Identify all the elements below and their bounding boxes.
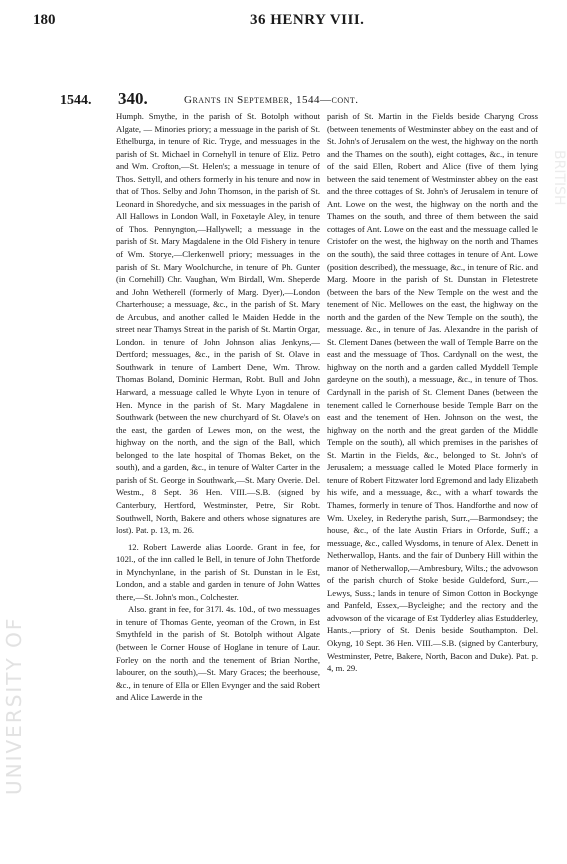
left-column — [116, 110, 320, 704]
library-watermark-right: BRITISH — [551, 150, 567, 206]
entry-year: 1544. — [60, 93, 92, 108]
running-head: 36 HENRY VIII. — [250, 12, 365, 28]
section-heading: Grants in September, 1544—cont. — [184, 94, 359, 106]
right-column — [327, 110, 538, 675]
page-number: 180 — [33, 12, 56, 28]
library-watermark-left: UNIVERSITY OF — [2, 616, 26, 795]
left-paragraph-3: Also. grant in fee, for 317l. 4s. 10d., of two messuages in tenure of Thomas Gente, yeoman of the Crown, in Est Smythfeld in the parish of St. Botolph without Algate (between le Corner House of Hoglane in tenure of Laur. Forley on the north and the tenement of Brian Northe, labourer, on the south),—St. Mary Graces; the beerhouse, &c., in tenure of Ella or Ellen Evynger and the said Robert and Alice Lawerde in the — [116, 604, 320, 703]
left-paragraph-1: Humph. Smythe, in the parish of St. Botolph without Algate, — Minories priory; a messuage in the parish of St. Ethelburga, in tenure of Ric. Tryge, and messuages in the parish of St. Michael in Cornehyll in tenure of Eliz. Petro and Wm. Crofton,—St. Helen's; a messuage in tenure of Thos. Settyll, and others formerly in his tenure and now in that of Thos. Selby and John Thomson, in the parish of St. Leonard in Shoredyche, and six messuages in the parish of All Hallows in London Wall, in Foxetayle Aley, in tenure of Thos. Pennyngton,—Hallywell; a messuage in the parish of St. Mary Magdalene in the Old Fishery in tenure of Wm. Storye,—Clerkenwell priory; messuages in the parish of St. Mary Woolchurche, in tenure of Ph. Gunter (in Cornehill) Chr. Vaughan, Wm Birdall, Wm. Sheperde and John Wetherell (formerly of Marg. Dyer),—London Charterhouse; a messuage, &c., in the parish of St. Mary de Arcubus, and another called le Maiden Hedde in the street near Thamys Streat in the parish of St. Martin Orgar, London. in tenure of John Johnson alias Jenkyns,—Dertford; messuages, &c., in the parish of St. Olave in Southwark in tenure of Lambert Dene, Wm. Throw. Thomas Boland, Dominic Herman, Robt. Bull and John Harward, a messuage called le Whyte Lyon in tenure of Hen. Mynce in the parish of St. Mary Magdalene in Southwark (between the new churchyard of St. Olave's on the east, the garden of Lewes mon, on the west, the highway on the north, and the sign of the Ball, which belonged to the late hospital of Thomas Beket, on the south), and a garden, &c., in tenure of Walter Carter in the parish of St. George in Southwark,—St. Mary Overie. Del. Westm., 8 Sept. 36 Hen. VIII.—S.B. (signed by Canterbury, Hertford, Westminster, Petre, Sir Robt. Southwell, North, Bakere and others whose signatures are lost). Pat. p. 13, m. 26. — [116, 111, 320, 536]
right-paragraph-1: parish of St. Martin in the Fields beside Charyng Cross (between tenements of Westminster abbey on the east and of St. John's of Jerusalem on the west, the highway on the north and the Thames on the south), eight cottages, &c., in tenure of the said Ellen, Robert and Alice (five of them lying between the said tenement of Westminster abbey on the east and the three cottages of St. John's of Jerusalem in tenure of Ant. Lowe on the west, the highway on the north and the Thames on the south, and three of them between the said cottages of Ant. Lowe on the east and the messuage called le Cristofer on the west, the highway on the north and Thames on the south), the said three cottages in tenure of Ant. Lowe (position described), the messuage, &c., in tenure of Ric. and Marg. Moore in the parish of St. Dunstan in Fletestrete (between the bars of the New Temple on the west and the tenement of Nic. Mellowes on the east, the highway on the north and the garden of the New Temple on the south), the messuage. &c., in tenure of Jas. Alexandre in the parish of St. Clement Danes (between the wall of Temple Barre on the east and the messuage of Thos. Cardynall on the west, the highway on the north and a garden called Myddell Temple gardeyne on the south), a messuage, &c., in tenure of Thos. Cardynall in the parish of St. Clement Danes (between the tenement called le Cornerhouse beside Temple Barr on the east and the tenement of Hen. Johnson on the west, the highway on the north and the great garden of the Middle Temple on the south), all which premises in the parishes of St. Martin in the Fields, &c., belonged to St. John's of Jerusalem; a messuage called le Moted Place formerly in tenure of Robert Fitzwater lord Egremond and lady Elizabeth his wife, and a messuage, &c., with a wharf towards the Thames, formerly in tenure of Thos. Handforthe and now of Wm. Uxeley, in Rederythe parish, Surr.,—Barmondsey; the house, &c., of the late Austin Friars in Orforde, Suff.; a messuage, &c., called Wysdoms, in tenure of Alex. Denett in Netherwallop, Hants. and the fair of Dunbery Hill within the manor of Netherwallop,—Ambresbury, Wilts.; the advowson of the parish church of Stoke beside Guldeford, Surr.,—Lewys, Suss.; lands in tenure of Simon Cotton in Bockynge and Panfeld, Essex,—Bycleighe; and the rectory and the advowson of the vicarage of Est Tydderley alias Estudderley, Hants.,—priory of St. Denis beside Southampton. Del. Okyng, 10 Sept. 36 Hen. VIII.—S.B. (signed by Canterbury, Westminster, Petre, Bakere, North, Bacon and Duke). Pat. p. 4, m. 29. — [327, 111, 538, 674]
left-paragraph-2: 12. Robert Lawerde alias Loorde. Grant in fee, for 102l., of the inn called le Bell, in tenure of John Thetforde in Mynchynlane, in the parish of St. Dunstan in le Est, London, and a stable and garden in tenure of John Wattes there,—St. John's mon., Colchester. — [116, 541, 320, 602]
entry-number: 340. — [118, 89, 148, 108]
